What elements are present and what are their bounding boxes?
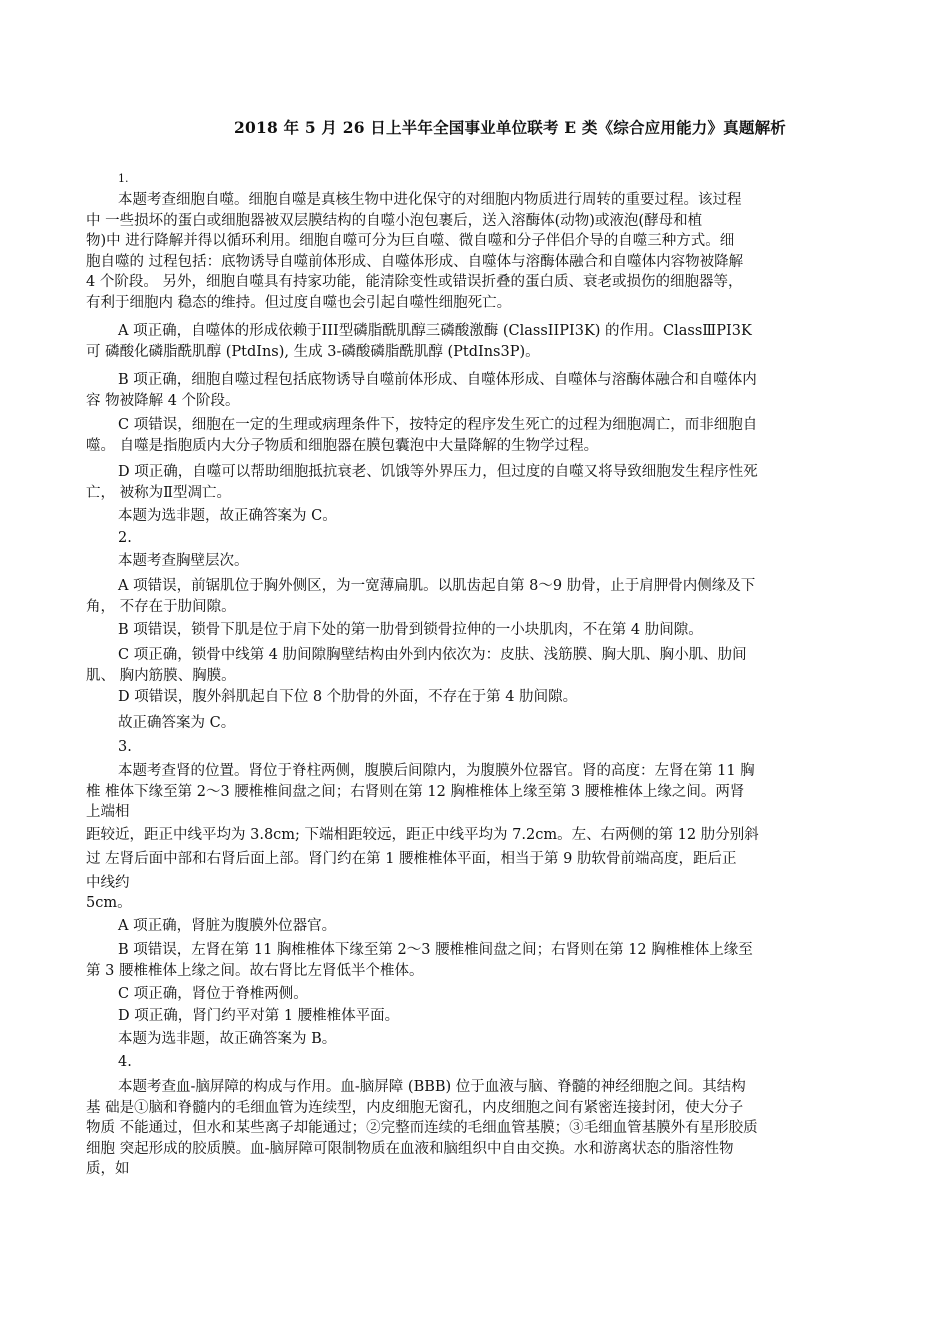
text-line: 故正确答案为 C。 bbox=[118, 715, 236, 731]
q3-option-c bbox=[86, 984, 866, 1005]
text-line: C 项错误，细胞在一定的生理或病理条件下，按特定的程序发生死亡的过程为细胞凋亡，而非细胞自 bbox=[118, 417, 758, 433]
q1-option-a bbox=[86, 321, 866, 362]
text-line: A 项正确，肾脏为腹膜外位器官。 bbox=[118, 918, 337, 934]
text-line: 可 磷酸化磷脂酰肌醇 (PtdIns), 生成 3-磷酸磷脂酰肌醇 (PtdIns3P)。 bbox=[86, 343, 540, 360]
q3-answer bbox=[86, 1029, 866, 1050]
text-line: 4 个阶段。 另外，细胞自噬具有持家功能，能清除变性或错误折叠的蛋白质、衰老或损伤的细胞器等， bbox=[86, 274, 743, 290]
text-line: 有利于细胞内 稳态的维持。但过度自噬也会引起自噬性细胞死亡。 bbox=[86, 294, 512, 311]
q3-intro bbox=[86, 761, 866, 823]
question-number-4: 4. bbox=[118, 1054, 132, 1070]
text-line: 细胞 突起形成的胶质膜。血-脑屏障可限制物质在血液和脑组织中自由交换。水和游离状态的脂溶性物 bbox=[86, 1140, 734, 1157]
q3-option-d bbox=[86, 1006, 866, 1027]
q3-option-a bbox=[86, 916, 866, 937]
q1-answer bbox=[86, 506, 866, 527]
text-line: B 项正确，细胞自噬过程包括底物诱导自噬前体形成、自噬体形成、自噬体与溶酶体融合和自噬体内 bbox=[118, 372, 757, 388]
text-line: 容 物被降解 4 个阶段。 bbox=[86, 392, 240, 409]
q2-option-d bbox=[86, 687, 866, 708]
text-line: B 项错误，左肾在第 11 胸椎椎体下缘至第 2～3 腰椎椎间盘之间；右肾则在第 12 胸椎椎体上缘至 bbox=[118, 942, 753, 958]
q2-option-b bbox=[86, 620, 866, 641]
text-line: D 项正确，肾门约平对第 1 腰椎椎体平面。 bbox=[118, 1008, 400, 1024]
text-line: 基 础是①脑和脊髓内的毛细血管为连续型，内皮细胞无窗孔，内皮细胞之间有紧密连接封闭，使大分子 bbox=[86, 1099, 744, 1116]
text-line: 质，如 bbox=[86, 1161, 130, 1177]
text-line: 噬。 自噬是指胞质内大分子物质和细胞器在膜包囊泡中大量降解的生物学过程。 bbox=[86, 437, 599, 454]
text-line: 肌、 胸内筋膜、胸膜。 bbox=[86, 667, 236, 684]
text-line: 5cm。 bbox=[86, 895, 132, 911]
text-line: 角， 不存在于肋间隙。 bbox=[86, 598, 236, 615]
text-line: 物质 不能通过，但水和某些离子却能通过；②完整而连续的毛细血管基膜；③毛细血管基膜外有星形胶质 bbox=[86, 1120, 758, 1136]
text-line: C 项正确，肾位于脊椎两侧。 bbox=[118, 986, 308, 1002]
q1-option-c bbox=[86, 415, 866, 456]
question-number-1: 1. bbox=[118, 172, 129, 185]
text-line: 过 左肾后面中部和右肾后面上部。肾门约在第 1 腰椎椎体平面，相当于第 9 肋软骨前端高度，距后正 bbox=[86, 851, 737, 867]
text-line: A 项错误，前锯肌位于胸外侧区，为一宽薄扁肌。以肌齿起自第 8～9 肋骨，止于肩胛骨内侧缘及下 bbox=[118, 578, 756, 594]
question-number-3: 3. bbox=[118, 739, 132, 755]
q1-option-b bbox=[86, 370, 866, 411]
text-line: C 项正确，锁骨中线第 4 肋间隙胸壁结构由外到内依次为：皮肤、浅筋膜、胸大肌、胸小肌、肋间 bbox=[118, 647, 747, 663]
text-line: 胞自噬的 过程包括：底物诱导自噬前体形成、自噬体形成、自噬体与溶酶体融合和自噬体内容物被降解 bbox=[86, 253, 744, 270]
q2-option-c bbox=[86, 645, 866, 686]
text-line: 本题考查肾的位置。肾位于脊柱两侧，腹膜后间隙内，为腹膜外位器官。肾的高度：左肾在第 11 胸 bbox=[118, 763, 755, 779]
q2-intro bbox=[86, 551, 866, 572]
text-line: B 项错误，锁骨下肌是位于肩下处的第一肋骨到锁骨拉伸的一小块肌肉，不在第 4 肋间隙。 bbox=[118, 622, 703, 638]
text-line: 第 3 腰椎椎体上缘之间。故右肾比左肾低半个椎体。 bbox=[86, 962, 424, 979]
text-line: A 项正确，自噬体的形成依赖于III型磷脂酰肌醇三磷酸激酶 (ClassIIPI3K) 的作用。ClassⅢPI3K bbox=[118, 323, 752, 339]
page-title: 2018 年 5 月 26 日上半年全国事业单位联考 E 类《综合应用能力》真题解析 bbox=[234, 118, 786, 137]
text-line: 上端相 bbox=[86, 804, 130, 820]
q3-option-b bbox=[86, 940, 866, 981]
q1-intro bbox=[86, 190, 866, 313]
text-line: 物)中 进行降解并得以循环利用。细胞自噬可分为巨自噬、微自噬和分子伴侣介导的自噬三种方式。细 bbox=[86, 233, 735, 249]
q1-option-d bbox=[86, 462, 866, 503]
q2-answer bbox=[86, 713, 866, 734]
text-line: 本题为选非题，故正确答案为 B。 bbox=[118, 1031, 337, 1047]
text-line: 本题为选非题，故正确答案为 C。 bbox=[118, 508, 337, 524]
text-line: 距较近，距正中线平均为 3.8cm; 下端相距较远，距正中线平均为 7.2cm。左、右两侧的第 12 肋分别斜 bbox=[86, 827, 759, 843]
q2-option-a bbox=[86, 576, 866, 617]
text-line: 本题考查胸壁层次。 bbox=[118, 553, 249, 569]
text-line: 本题考查细胞自噬。细胞自噬是真核生物中进化保守的对细胞内物质进行周转的重要过程。该过程 bbox=[118, 192, 742, 208]
text-line: 本题考查血-脑屏障的构成与作用。血-脑屏障 (BBB) 位于血液与脑、脊髓的神经细胞之间。其结构 bbox=[118, 1079, 746, 1095]
text-line: 亡， 被称为Ⅱ型凋亡。 bbox=[86, 484, 231, 501]
text-line: D 项错误，腹外斜肌起自下位 8 个肋骨的外面，不存在于第 4 肋间隙。 bbox=[118, 689, 578, 705]
text-line: 中 一些损坏的蛋白或细胞器被双层膜结构的自噬小泡包裹后，送入溶酶体(动物)或液泡(酵母和植 bbox=[86, 212, 703, 229]
text-line: D 项正确，自噬可以帮助细胞抵抗衰老、饥饿等外界压力，但过度的自噬又将导致细胞发生程序性死 bbox=[118, 464, 758, 480]
text-line: 椎 椎体下缘至第 2～3 腰椎椎间盘之间；右肾则在第 12 胸椎椎体上缘至第 3 腰椎椎体上缘之间。两肾 bbox=[86, 783, 745, 800]
q3-tail bbox=[86, 893, 866, 914]
question-number-2: 2. bbox=[118, 530, 132, 546]
text-line: 中线约 bbox=[86, 875, 130, 891]
q3-intro-continued bbox=[86, 823, 866, 895]
q4-intro bbox=[86, 1077, 866, 1180]
